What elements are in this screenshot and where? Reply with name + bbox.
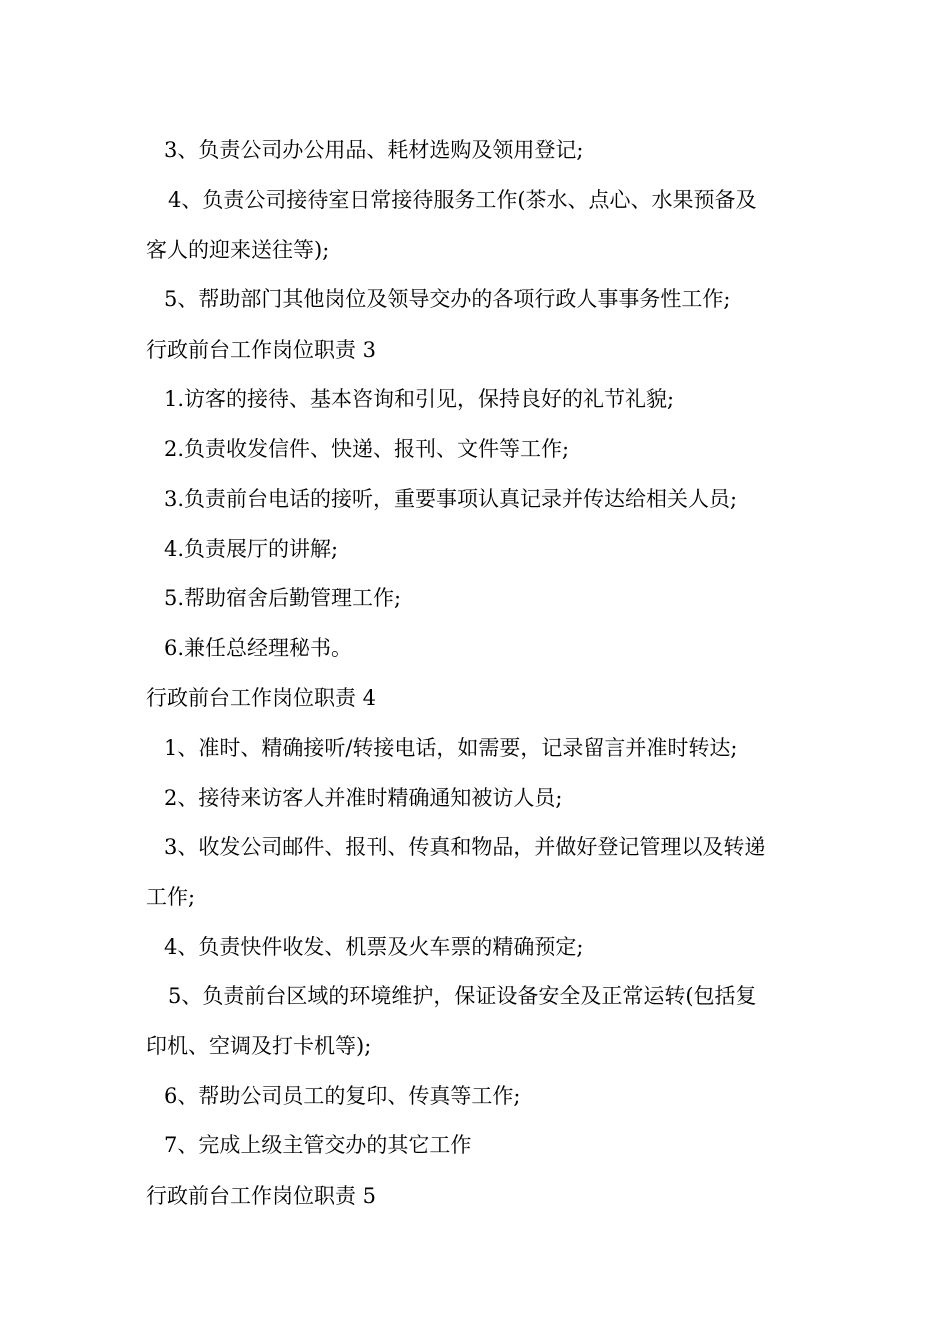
section3-item-1: 1.访客的接待、基本咨询和引见，保持良好的礼节礼貌; bbox=[164, 387, 675, 411]
section3-item-3: 3.负责前台电话的接听，重要事项认真记录并传达给相关人员; bbox=[164, 487, 738, 511]
duty-item-5: 5、帮助部门其他岗位及领导交办的各项行政人事事务性工作; bbox=[164, 287, 731, 311]
section4-item-3: 3、收发公司邮件、报刊、传真和物品，并做好登记管理以及转递 bbox=[164, 835, 766, 859]
section4-item-4: 4、负责快件收发、机票及火车票的精确预定; bbox=[164, 935, 584, 959]
section4-item-1: 1、准时、精确接听/转接电话，如需要，记录留言并准时转达; bbox=[164, 736, 738, 760]
section4-item-6: 6、帮助公司员工的复印、传真等工作; bbox=[164, 1084, 521, 1108]
section4-item-3-continued: 工作; bbox=[146, 885, 196, 909]
duty-item-3: 3、负责公司办公用品、耗材选购及领用登记; bbox=[164, 138, 584, 162]
section3-item-5: 5.帮助宿舍后勤管理工作; bbox=[164, 586, 402, 610]
section4-item-2: 2、接待来访客人并准时精确通知被访人员; bbox=[164, 786, 563, 810]
section4-item-5: 5、负责前台区域的环境维护，保证设备安全及正常运转(包括复 bbox=[168, 984, 757, 1008]
duty-item-4: 4、负责公司接待室日常接待服务工作(茶水、点心、水果预备及 bbox=[168, 188, 757, 212]
section-heading-3: 行政前台工作岗位职责 3 bbox=[146, 338, 377, 362]
duty-item-4-continued: 客人的迎来送往等); bbox=[146, 238, 330, 262]
section4-item-5-continued: 印机、空调及打卡机等); bbox=[146, 1034, 372, 1058]
section3-item-4: 4.负责展厅的讲解; bbox=[164, 537, 339, 561]
section-heading-4: 行政前台工作岗位职责 4 bbox=[146, 686, 377, 710]
section3-item-2: 2.负责收发信件、快递、报刊、文件等工作; bbox=[164, 437, 570, 461]
section3-item-6: 6.兼任总经理秘书。 bbox=[164, 636, 353, 660]
section4-item-7: 7、完成上级主管交办的其它工作 bbox=[164, 1133, 472, 1157]
section-heading-5: 行政前台工作岗位职责 5 bbox=[146, 1184, 377, 1208]
